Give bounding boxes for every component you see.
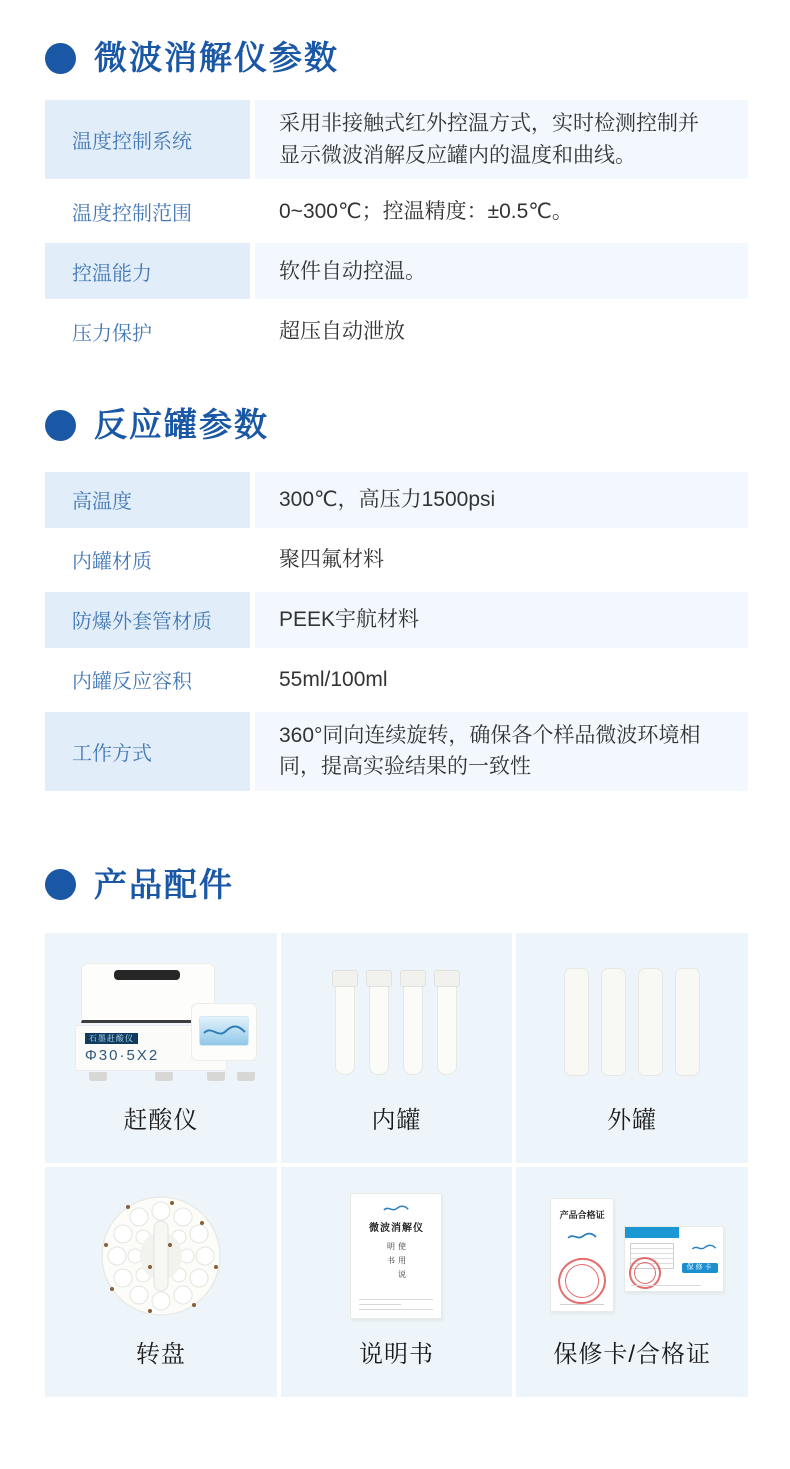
card-header-bar — [625, 1227, 679, 1238]
spec-value: 55ml/100ml — [279, 667, 388, 691]
spec-value: 软件自动控温。 — [255, 243, 748, 299]
device-controller — [191, 1003, 257, 1061]
spec-label: 内罐材质 — [72, 551, 152, 574]
instrument-params-table — [45, 100, 748, 359]
accessory-card-inner-vessel — [281, 933, 513, 1163]
spec-value: PEEK宇航材料 — [255, 592, 748, 648]
warranty-cert-image — [516, 1167, 748, 1334]
spec-value: 300℃，高压力1500psi — [255, 472, 748, 528]
accessory-label: 转盘 — [135, 1340, 186, 1368]
table-row — [45, 532, 748, 588]
accessory-label: 外罐 — [607, 1106, 658, 1134]
accessory-label: 赶酸仪 — [123, 1106, 199, 1134]
table-row — [45, 243, 748, 299]
section-bullet-icon — [45, 43, 76, 74]
spec-label: 温度控制范围 — [72, 202, 192, 225]
table-row — [45, 100, 748, 179]
section-header-accessories — [45, 867, 748, 903]
section-bullet-icon — [45, 410, 76, 441]
table-row — [45, 712, 748, 791]
brand-logo-icon — [691, 1243, 717, 1252]
accessory-label: 内罐 — [371, 1106, 422, 1134]
device-screen — [199, 1016, 249, 1046]
accessory-card-outer-vessel — [516, 933, 748, 1163]
spec-label: 压力保护 — [72, 322, 152, 345]
table-row — [45, 303, 748, 359]
turntable-image — [45, 1167, 277, 1334]
certificate-title-text: 产品合格证 — [559, 1210, 605, 1221]
accessory-card-acid-device — [45, 933, 277, 1163]
accessory-card-warranty-cert — [516, 1167, 748, 1397]
red-stamp-icon — [552, 1252, 612, 1310]
device-name-strip: 石墨赶酸仪 — [85, 1033, 138, 1044]
section-title: 反应罐参数 — [94, 406, 269, 444]
manual-image — [281, 1167, 513, 1334]
acid-device-image — [45, 933, 277, 1100]
section-header-instrument-params — [45, 40, 748, 76]
brand-logo-icon — [566, 1231, 598, 1241]
device-model-text: Φ30·5X2 — [84, 1047, 160, 1065]
spec-value: 聚四氟材料 — [279, 547, 384, 571]
accessory-label: 保修卡/合格证 — [553, 1340, 711, 1368]
spec-label: 高温度 — [45, 472, 250, 528]
accessory-label: 说明书 — [358, 1340, 434, 1368]
accessory-card-manual — [281, 1167, 513, 1397]
table-row — [45, 652, 748, 708]
spec-value: 360°同向连续旋转，确保各个样品微波环境相同，提高实验结果的一致性 — [255, 712, 748, 791]
warranty-tag-text: 保修卡 — [682, 1263, 718, 1273]
spec-value: 采用非接触式红外控温方式，实时检测控制并显示微波消解反应罐内的温度和曲线。 — [255, 100, 748, 179]
spec-value: 超压自动泄放 — [279, 319, 405, 343]
spec-value: 0~300℃；控温精度：±0.5℃。 — [279, 199, 573, 223]
warranty-card — [624, 1226, 724, 1292]
manual-footer-lines — [359, 1295, 433, 1310]
spec-label: 工作方式 — [45, 712, 250, 791]
accessory-card-turntable — [45, 1167, 277, 1397]
vessel-params-table — [45, 472, 748, 791]
table-row — [45, 183, 748, 239]
spec-label: 温度控制系统 — [45, 100, 250, 179]
section-bullet-icon — [45, 869, 76, 900]
manual-title-text: 微波消解仪 — [368, 1223, 424, 1235]
spec-label: 内罐反应容积 — [72, 671, 192, 694]
inner-vessel-image — [281, 933, 513, 1100]
brand-logo-icon — [378, 1204, 414, 1213]
spec-label: 防爆外套管材质 — [45, 592, 250, 648]
certificate-card — [550, 1198, 614, 1312]
outer-vessel-image — [516, 933, 748, 1100]
section-header-vessel-params — [45, 407, 748, 443]
accessories-grid — [45, 933, 748, 1397]
device-vent-slot — [114, 970, 180, 980]
section-title: 产品配件 — [94, 865, 234, 903]
spec-label: 控温能力 — [45, 243, 250, 299]
table-row — [45, 472, 748, 528]
table-row — [45, 592, 748, 648]
section-title: 微波消解仪参数 — [94, 39, 339, 76]
manual-subtitle-text: 使用说明书 — [386, 1242, 407, 1285]
